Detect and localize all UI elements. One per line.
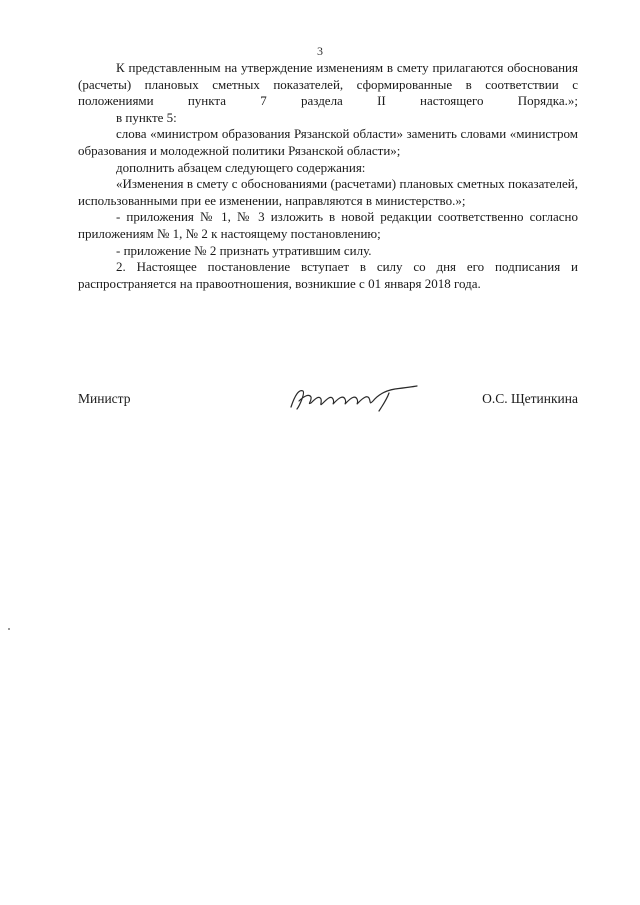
paragraph-replace-words: слова «министром образования Рязанской области» заменить словами «министром образования и молодежной политики Рязанской области»;	[78, 126, 578, 158]
document-body	[78, 60, 578, 292]
paragraph-appendix-void: - приложение № 2 признать утратившим силу.	[116, 242, 372, 258]
signer-name: О.С. Щетинкина	[482, 391, 578, 406]
paragraph-add-clause: дополнить абзацем следующего содержания:	[116, 159, 366, 175]
paragraph-attachments-note: К представленным на утверждение изменениям в смету прилагаются обоснования (расчеты) плановых сметных показателей, сформированные в соответствии с положениями пункта 7 раздела II настоящего Порядка.»;	[78, 60, 578, 109]
signer-position: Министр	[78, 391, 131, 406]
scan-artifact-dot	[8, 628, 10, 630]
paragraph-effective-date: 2. Настоящее постановление вступает в силу со дня его подписания и распространяется на правоотношения, возникшие с 01 января 2018 года.	[78, 259, 578, 291]
paragraph-point-5: в пункте 5:	[116, 109, 177, 125]
paragraph-appendices-new-edition: - приложения № 1, № 3 изложить в новой редакции соответственно согласно приложениям № 1, № 2 к настоящему постановлению;	[78, 209, 578, 241]
handwritten-signature	[285, 381, 425, 415]
page-number: 3	[317, 44, 323, 58]
paragraph-quoted-clause: «Изменения в смету с обоснованиями (расчетами) плановых сметных показателей, использованными при ее изменении, направляются в министерство.»;	[78, 176, 578, 208]
signature-block	[78, 387, 578, 427]
